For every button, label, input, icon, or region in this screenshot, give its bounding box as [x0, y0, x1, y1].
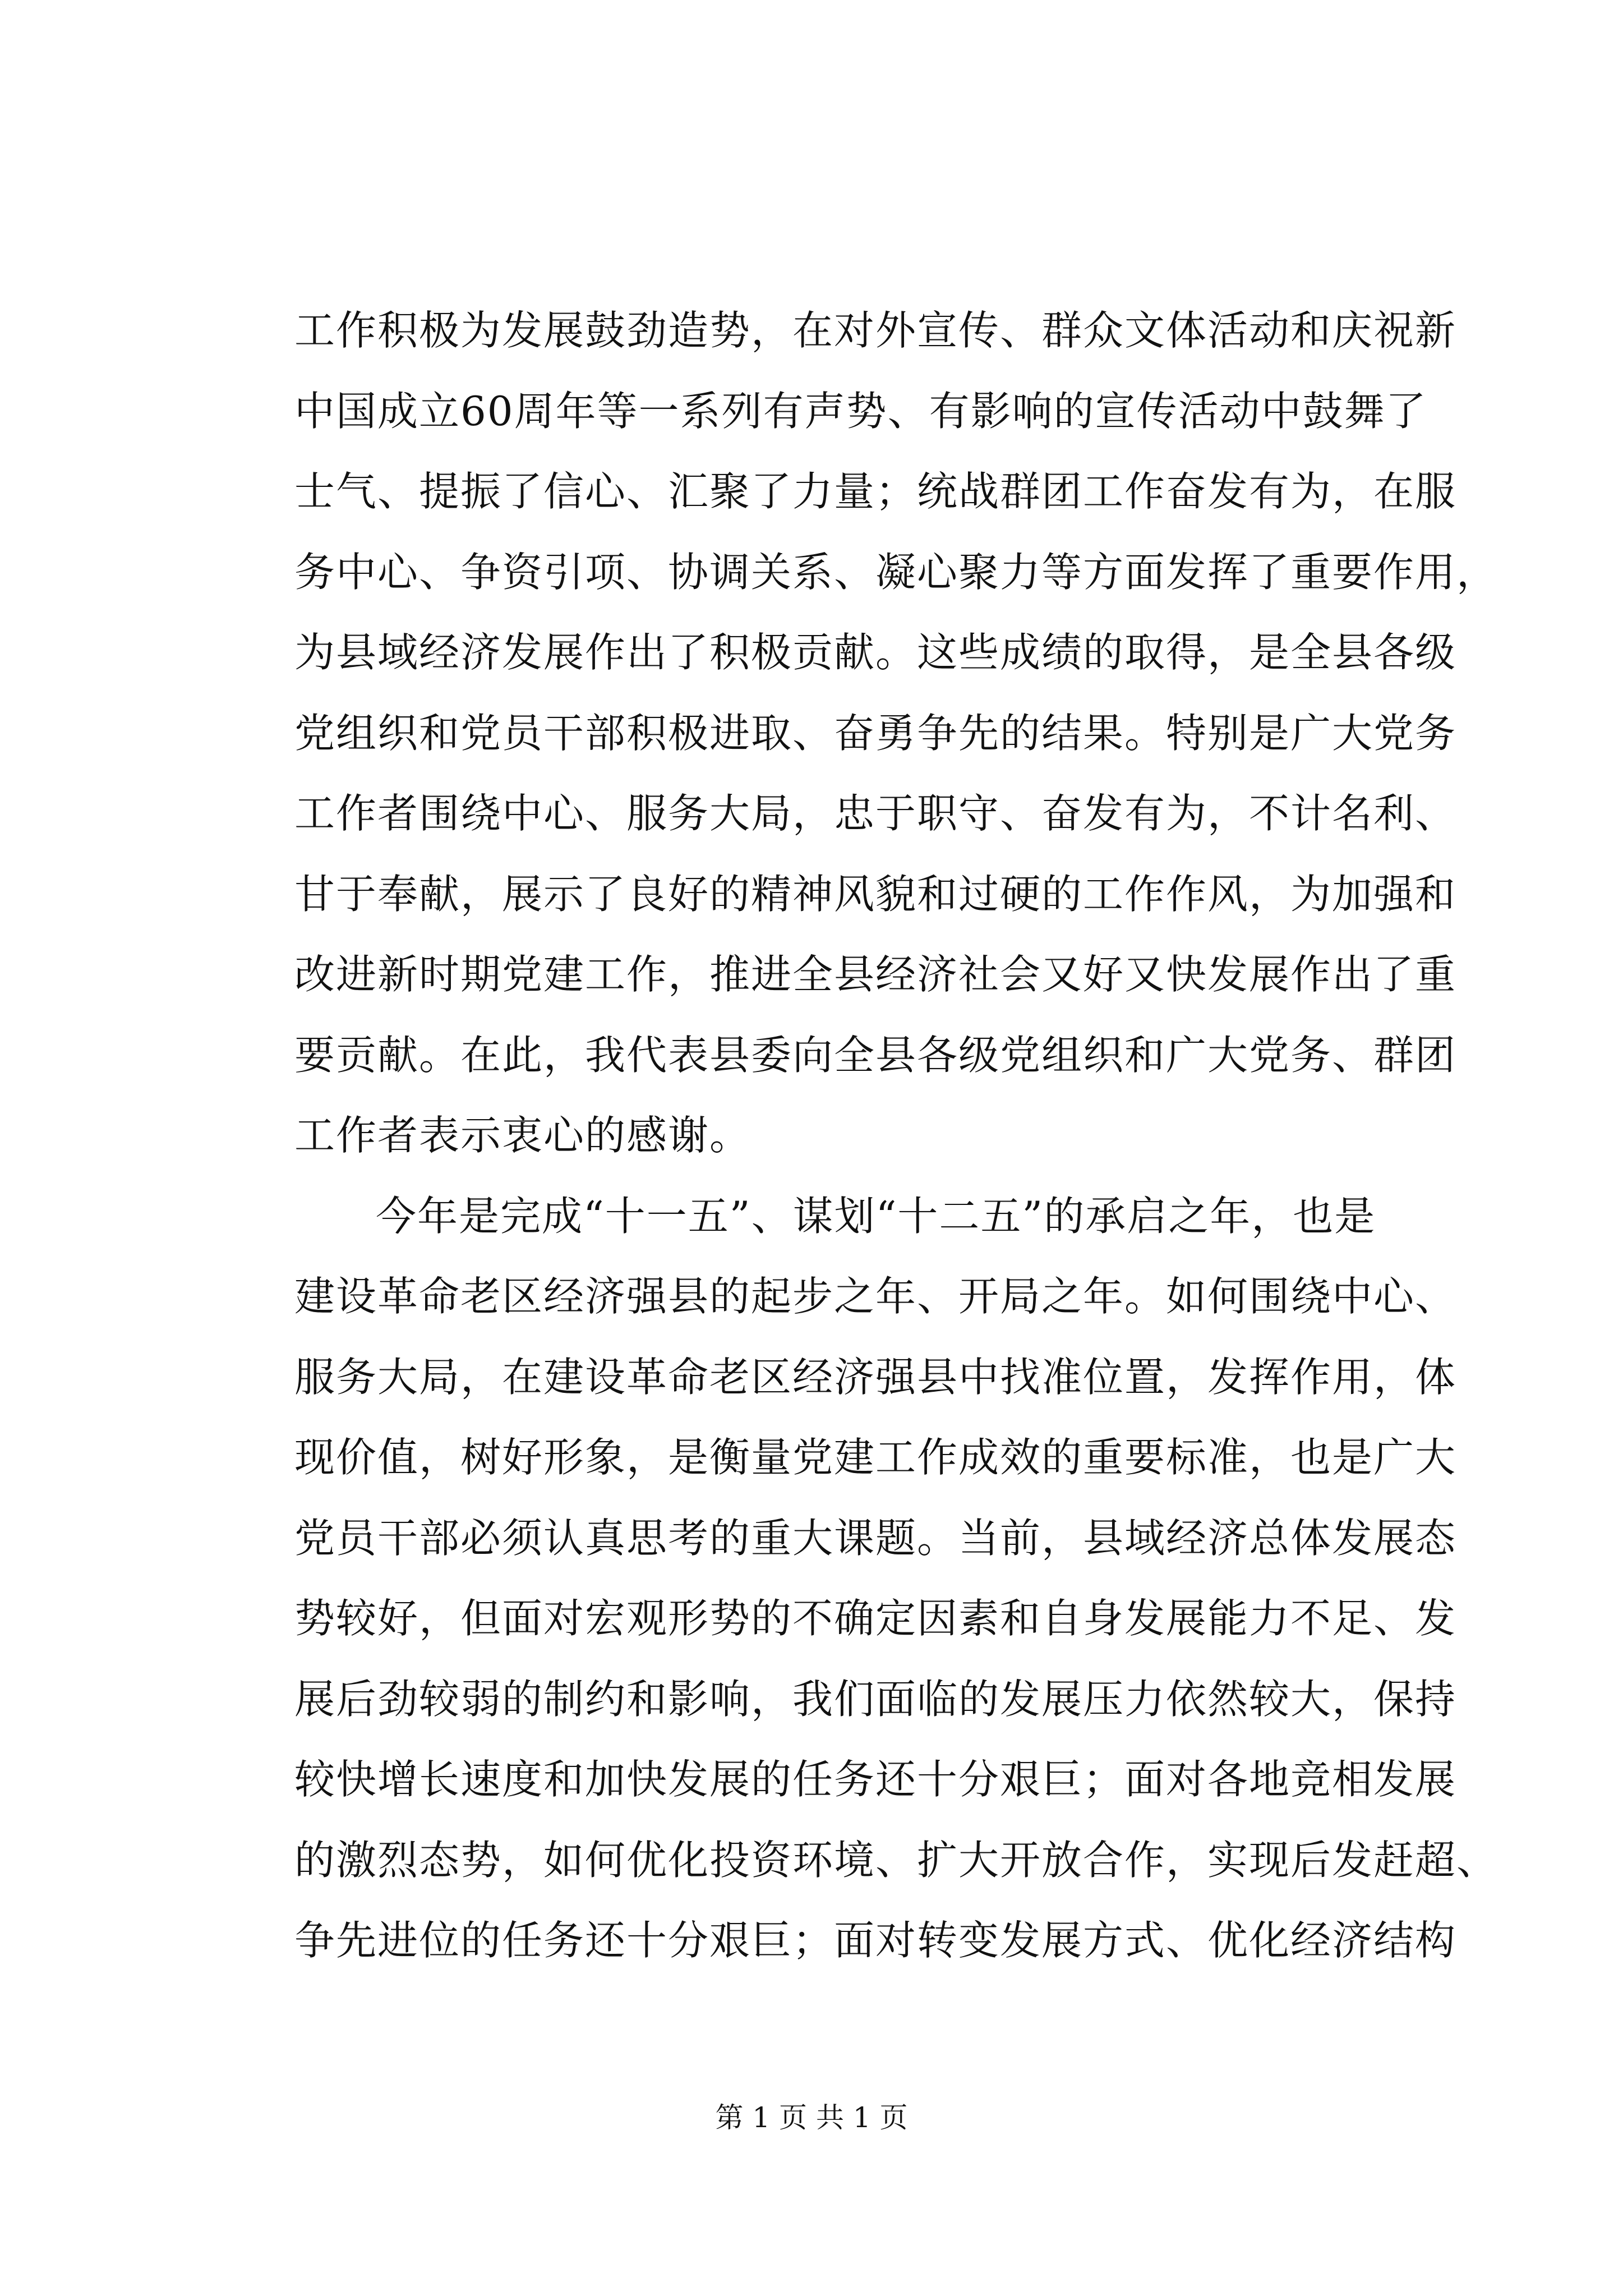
- text-line: 建设革命老区经济强县的起步之年、开局之年。如何围绕中心、: [294, 1273, 1457, 1320]
- text-line: 党员干部必须认真思考的重大课题。当前，县域经济总体发展态: [294, 1514, 1457, 1562]
- text-line: 争先进位的任务还十分艰巨；面对转变发展方式、优化经济结构: [294, 1917, 1457, 1964]
- text-line: 工作积极为发展鼓劲造势，在对外宣传、群众文体活动和庆祝新: [294, 307, 1457, 354]
- text-line: 的激烈态势，如何优化投资环境、扩大开放合作，实现后发赶超、: [294, 1836, 1498, 1884]
- page-number-label: 第 1 页 共 1 页: [715, 2101, 908, 2134]
- text-line: 中国成立60周年等一系列有声势、有影响的宣传活动中鼓舞了: [294, 387, 1427, 435]
- text-line: 士气、提振了信心、汇聚了力量；统战群团工作奋发有为，在服: [294, 468, 1457, 515]
- text-line: 改进新时期党建工作，推进全县经济社会又好又快发展作出了重: [294, 951, 1457, 998]
- document-body: [294, 291, 1498, 1981]
- page-footer: [0, 2098, 1623, 2137]
- text-line: 展后劲较弱的制约和影响，我们面临的发展压力依然较大，保持: [294, 1675, 1457, 1723]
- text-line: 要贡献。在此，我代表县委向全县各级党组织和广大党务、群团: [294, 1031, 1457, 1079]
- text-line: 务中心、争资引项、协调关系、凝心聚力等方面发挥了重要作用，: [294, 548, 1498, 596]
- text-line: 为县域经济发展作出了积极贡献。这些成绩的取得，是全县各级: [294, 629, 1457, 676]
- paragraph-first-line: 今年是完成“十一五”、谋划“十二五”的承启之年，也是: [376, 1192, 1376, 1240]
- text-line: 服务大局，在建设革命老区经济强县中找准位置，发挥作用，体: [294, 1353, 1457, 1401]
- text-line: 党组织和党员干部积极进取、奋勇争先的结果。特别是广大党务: [294, 709, 1457, 757]
- text-line: 甘于奉献，展示了良好的精神风貌和过硬的工作作风，为加强和: [294, 870, 1457, 918]
- text-line: 势较好，但面对宏观形势的不确定因素和自身发展能力不足、发: [294, 1595, 1457, 1642]
- text-line: 较快增长速度和加快发展的任务还十分艰巨；面对各地竞相发展: [294, 1756, 1457, 1803]
- text-line: 现价值，树好形象，是衡量党建工作成效的重要标准，也是广大: [294, 1434, 1457, 1481]
- text-line: 工作者表示衷心的感谢。: [294, 1112, 751, 1159]
- text-line: 工作者围绕中心、服务大局，忠于职守、奋发有为，不计名利、: [294, 790, 1457, 837]
